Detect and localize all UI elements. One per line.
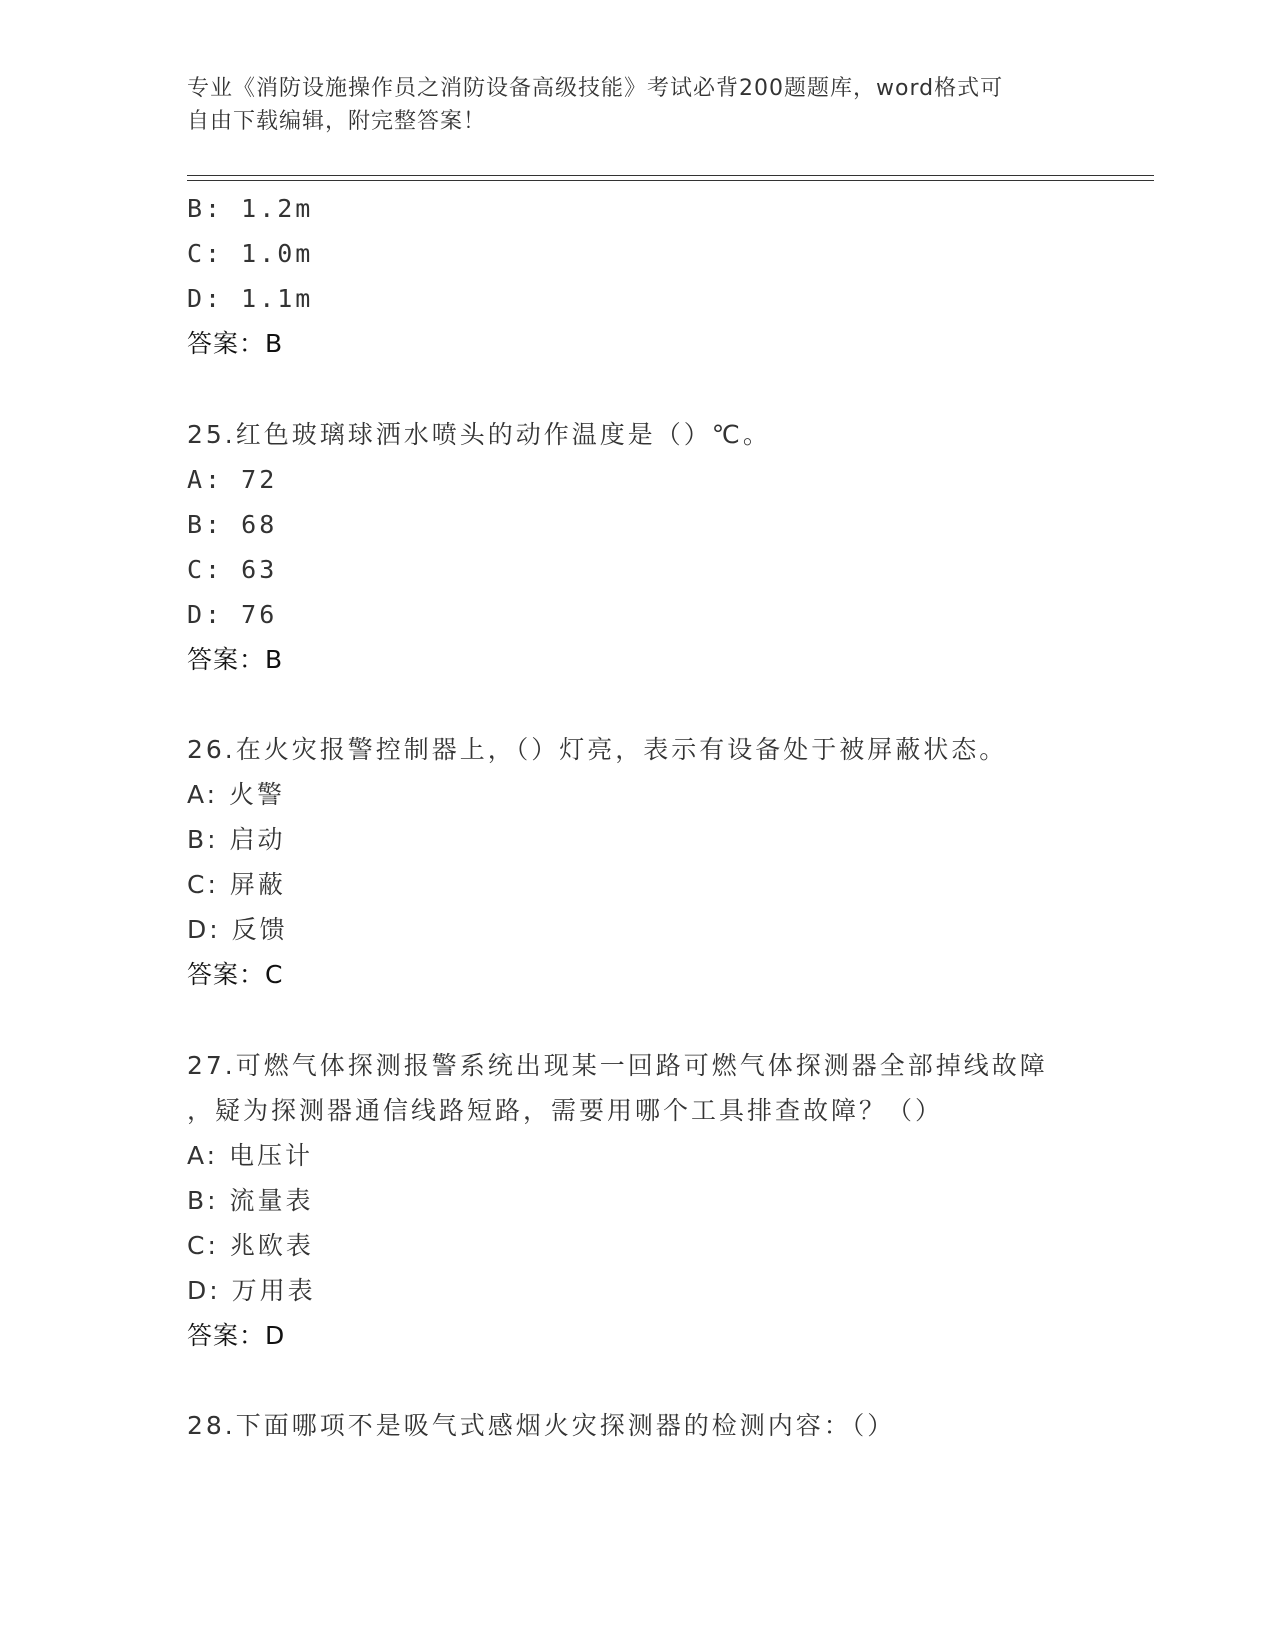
q27-stem-line-1: 27.可燃气体探测报警系统出现某一回路可燃气体探测器全部掉线故障: [187, 1051, 1048, 1080]
q25-stem: 25.红色玻璃球洒水喷头的动作温度是（）℃。: [187, 420, 771, 449]
q27-answer: 答案：D: [187, 1321, 286, 1350]
q25-option-b: B: 68: [187, 510, 278, 539]
q27-option-c: C: 兆欧表: [187, 1231, 314, 1260]
q27-option-b: B: 流量表: [187, 1186, 314, 1215]
q25-answer: 答案：B: [187, 645, 284, 674]
q24-option-d: D: 1.1m: [187, 284, 314, 313]
q24-option-c: C: 1.0m: [187, 239, 314, 268]
q25-option-d: D: 76: [187, 600, 278, 629]
q26-option-d: D: 反馈: [187, 915, 288, 944]
document-header: [187, 72, 1067, 138]
header-rule-bottom: [187, 180, 1154, 181]
header-line-2: 自由下载编辑，附完整答案！: [187, 109, 487, 134]
q26-option-b: B: 启动: [187, 825, 286, 854]
q26-answer: 答案：C: [187, 960, 284, 989]
q27-option-d: D: 万用表: [187, 1276, 316, 1305]
header-line-1: 专业《消防设施操作员之消防设备高级技能》考试必背200题题库，word格式可: [187, 76, 1004, 101]
q24-option-b: B: 1.2m: [187, 194, 314, 223]
q26-stem: 26.在火灾报警控制器上，（）灯亮，表示有设备处于被屏蔽状态。: [187, 735, 1008, 764]
q27-option-a: A: 电压计: [187, 1141, 314, 1170]
q24-answer: 答案：B: [187, 329, 284, 358]
q26-option-c: C: 屏蔽: [187, 870, 286, 899]
q28-stem: 28.下面哪项不是吸气式感烟火灾探测器的检测内容：（）: [187, 1411, 896, 1440]
q25-option-c: C: 63: [187, 555, 278, 584]
q27-stem-line-2: ，疑为探测器通信线路短路，需要用哪个工具排查故障？（）: [187, 1096, 944, 1125]
q25-option-a: A: 72: [187, 465, 278, 494]
header-rule-top: [187, 175, 1154, 176]
q26-option-a: A: 火警: [187, 780, 286, 809]
